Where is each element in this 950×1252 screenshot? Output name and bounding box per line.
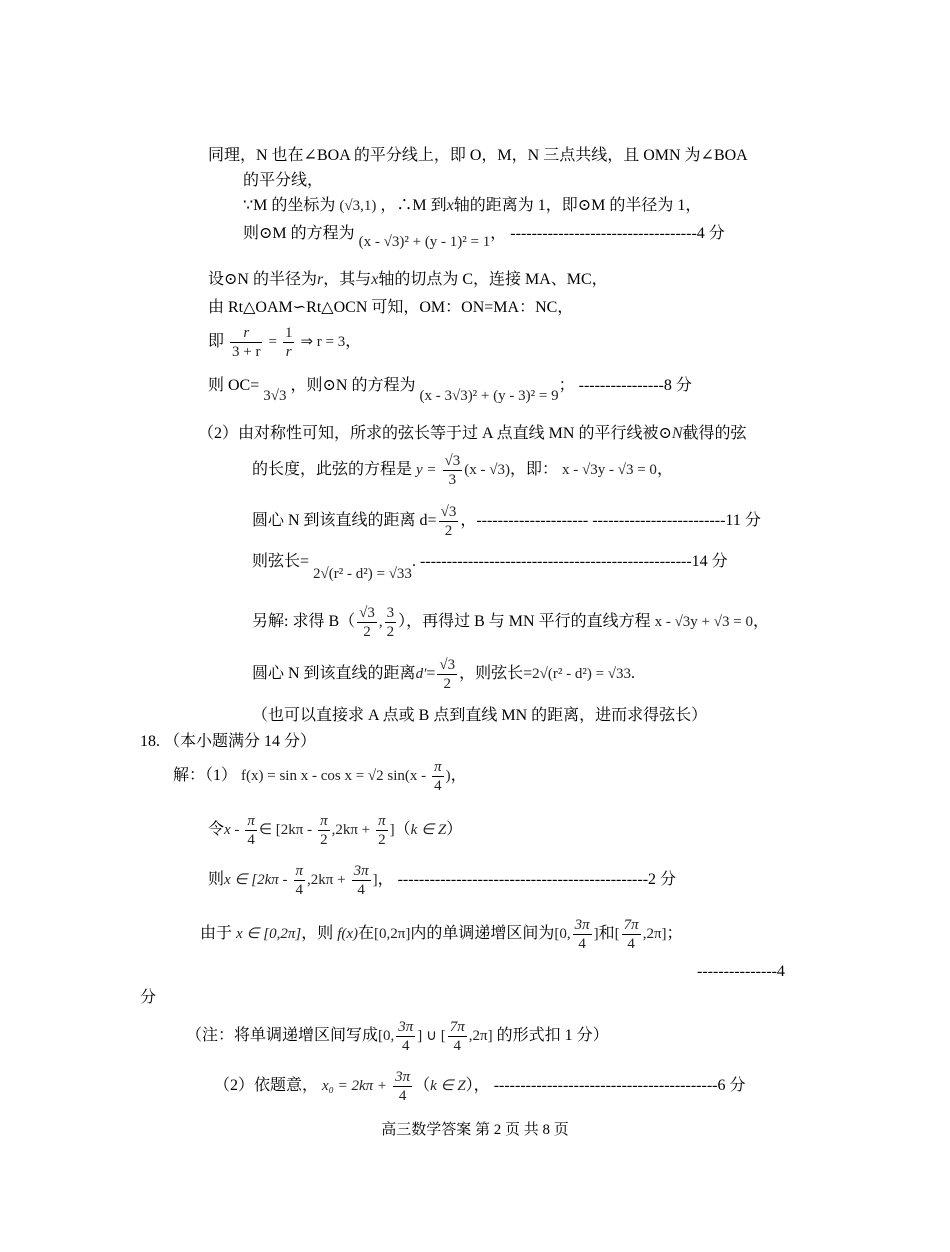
math-interval: ,2π] — [468, 1028, 493, 1045]
math-fraction: $\frac{1}{r}$ — [284, 325, 293, 360]
math-var: d′ — [415, 666, 427, 683]
score-marker: -----------------------------------4 分 — [510, 225, 725, 242]
math-result: ⇒ r = 3 — [300, 334, 346, 351]
text: （注：将单调递增区间写成 — [186, 1027, 379, 1045]
text-line-2: 的平分线， — [243, 172, 324, 189]
math-bracket: ] — [372, 872, 378, 889]
math-interval: x ∈ [2kπ - — [224, 872, 288, 889]
text: 轴的切点为 C，连接 MA、MC， — [378, 271, 608, 288]
math-bracket: [0, — [378, 1028, 395, 1045]
math-var: r — [316, 271, 324, 288]
text: （ — [394, 821, 411, 839]
text: ， — [656, 461, 673, 479]
text: 截得的弦 — [682, 425, 747, 442]
text-line-13 — [252, 604, 769, 648]
text: ∵M 的坐标为 — [243, 197, 336, 214]
math-chord: 2√(r² - d²) = √33 — [532, 666, 632, 683]
math-equation-n: (x - 3√3)² + (y - 3)² = 9 — [419, 388, 559, 404]
text: ， — [450, 767, 467, 785]
math-fx: f(x) — [337, 926, 359, 943]
text-line-20 — [200, 916, 683, 960]
text-line-4 — [243, 224, 725, 250]
math-fraction: $\frac{3\pi}{4}$ — [398, 1019, 414, 1054]
text: （ — [414, 1077, 431, 1095]
text: 的形式扣 1 分） — [496, 1027, 609, 1045]
math-eq: = — [268, 334, 277, 351]
math-interval: ,2kπ + — [331, 822, 371, 839]
text: （2）依题意， — [214, 1077, 319, 1095]
math-fraction: $\frac{√3}{2}$ — [439, 657, 456, 692]
math-var: N — [671, 425, 683, 442]
math-bracket: [0, — [554, 926, 571, 943]
text: ，其与 — [323, 271, 372, 288]
math-fraction: $\frac{3\pi}{4}$ — [395, 1069, 411, 1104]
text-line-10 — [252, 452, 673, 496]
text-line-1: 同理，N 也在∠BOA 的平分线上，即 O，M，N 三点共线，且 OMN 为∠BOA — [208, 147, 748, 164]
text: ，则 — [301, 925, 334, 943]
text: 内的单调递增区间为 — [410, 925, 555, 943]
text: 在 — [358, 925, 375, 943]
text-line-12 — [252, 552, 728, 582]
text-line-24 — [214, 1068, 745, 1112]
text: 令 — [208, 821, 225, 839]
score-marker-line: ---------------4 — [697, 963, 785, 980]
text-line-23 — [186, 1018, 609, 1062]
score-marker: ，--------------------- -------------------------11 分 — [460, 512, 761, 530]
math-fraction: $\frac{\pi}{4}$ — [434, 759, 442, 794]
text: ； — [666, 925, 683, 943]
text: 即 — [208, 333, 225, 351]
math-fraction: $\frac{3}{2}$ — [386, 605, 395, 640]
math-function: f(x) = sin x - cos x = √2 sin(x - — [241, 768, 427, 785]
text: ， — [752, 613, 769, 631]
score-marker: ----------------8 分 — [578, 377, 692, 394]
text-line-18 — [208, 812, 462, 856]
math-line-equation: x - √3y + √3 = 0 — [654, 614, 753, 631]
text: 的长度，此弦的方程是 — [252, 461, 413, 479]
math-chord: 2√(r² - d²) = √33 — [313, 566, 412, 582]
math-expr: (x - √3) — [464, 462, 510, 479]
text: 圆心 N 到该直线的距离 d= — [252, 512, 437, 530]
math-fraction: $\frac{\pi}{4}$ — [247, 813, 255, 848]
math-kz: k ∈ Z — [410, 822, 447, 839]
math-y: y = — [416, 462, 437, 479]
math-fraction: $\frac{√3}{2}$ — [359, 605, 375, 640]
text: . — [631, 665, 636, 683]
text-line-8 — [208, 376, 692, 404]
question-heading: 18. （本小题满分 14 分） — [140, 733, 317, 750]
math-fraction: $\frac{7\pi}{4}$ — [623, 917, 639, 952]
math-oc: 3√3 — [263, 388, 287, 404]
text-line-7 — [208, 324, 361, 368]
math-equation-m: (x - √3)² + (y - 1)² = 1 — [358, 234, 491, 250]
math-line-equation: x - √3y - √3 = 0 — [562, 462, 657, 479]
math-close: ) — [445, 768, 451, 785]
math-union: ] ∪ [ — [417, 1028, 446, 1045]
text: ， — [490, 225, 507, 242]
text: ，则⊙N 的方程为 — [290, 377, 416, 394]
text: 则弦长= — [252, 553, 310, 570]
math-fraction: $\frac{√3}{3}$ — [444, 453, 461, 488]
math-fraction: $\frac{7\pi}{4}$ — [449, 1019, 465, 1054]
math-fraction: $\frac{√3}{2}$ — [440, 504, 457, 539]
math-interval: ∈ [2kπ - — [258, 822, 313, 839]
math-expr: x - — [224, 822, 240, 839]
text: 则 OC= — [208, 377, 260, 394]
math-comma: , — [378, 614, 383, 631]
math-x0: x₀ = 2kπ + — [322, 1078, 388, 1095]
score-marker: ------------------------------------------6 分 — [493, 1077, 746, 1095]
text-line-5 — [208, 270, 608, 290]
text: 轴的距离为 1，即⊙M 的半径为 1， — [453, 197, 702, 214]
text: 圆心 N 到该直线的距离 — [252, 665, 416, 683]
math-kz: k ∈ Z — [430, 1078, 466, 1095]
score-marker: -----------------------------------------------2 分 — [397, 871, 677, 889]
text-line-6: 由 Rt△OAM∽Rt△OCN 可知，OM：ON=MA：NC， — [208, 299, 574, 316]
math-fraction: $\frac{3\pi}{4}$ — [574, 917, 590, 952]
text: = — [426, 665, 436, 683]
text: 解：（1） — [173, 767, 238, 785]
math-domain: [0,2π] — [374, 926, 411, 943]
math-bracket: ] — [593, 926, 599, 943]
page-footer: 高三数学答案 第 2 页 共 8 页 — [381, 1122, 569, 1138]
text: 由于 — [200, 925, 233, 943]
text: ） — [446, 821, 463, 839]
math-fraction: $\frac{r}{3 + r}$ — [232, 325, 261, 360]
text: 设⊙N 的半径为 — [208, 271, 317, 288]
math-fraction: $\frac{\pi}{2}$ — [378, 813, 386, 848]
text: （2）由对称性可知，所求的弦长等于过 A 点直线 MN 的平行线被⊙ — [198, 425, 672, 442]
text: ）， — [465, 1077, 490, 1095]
math-fraction: $\frac{\pi}{4}$ — [295, 863, 304, 898]
text: 另解: 求得 B（ — [252, 613, 356, 631]
text: ， — [345, 333, 362, 351]
text-line-17 — [173, 758, 467, 802]
text-line-15: （也可以直接求 A 点或 B 点到直线 MN 的距离，进而求得弦长） — [252, 707, 708, 724]
math-var: x — [371, 271, 379, 288]
text: ， — [377, 871, 394, 889]
text: ，则弦长= — [459, 665, 533, 683]
text-line-22: 分 — [140, 989, 157, 1006]
text-line-14 — [252, 656, 635, 700]
math-interval: ,2π] — [642, 926, 667, 943]
text-line-9 — [198, 424, 747, 444]
text-line-11 — [252, 503, 761, 547]
text: 则 — [208, 871, 225, 889]
score-marker: . ---------------------------------------------------14 分 — [411, 553, 728, 570]
math-fraction: $\frac{3\pi}{4}$ — [353, 863, 369, 898]
math-coordinate: (√3,1) — [339, 198, 377, 214]
math-bracket: [ — [614, 926, 620, 943]
text: ，即： — [510, 461, 559, 479]
text: ，∴M 到 — [380, 197, 447, 214]
text: ），再得过 B 与 MN 平行的直线方程 — [398, 613, 651, 631]
text-line-19 — [208, 862, 676, 906]
math-var: x — [446, 197, 454, 214]
math-bracket: ] — [389, 822, 395, 839]
math-fraction: $\frac{\pi}{2}$ — [320, 813, 328, 848]
math-domain: x ∈ [0,2π] — [236, 926, 302, 943]
text: 则⊙M 的方程为 — [243, 225, 355, 242]
text-line-3 — [243, 196, 701, 216]
text: ； — [558, 377, 575, 394]
math-interval: ,2kπ + — [307, 872, 346, 889]
text: 和 — [598, 925, 615, 943]
